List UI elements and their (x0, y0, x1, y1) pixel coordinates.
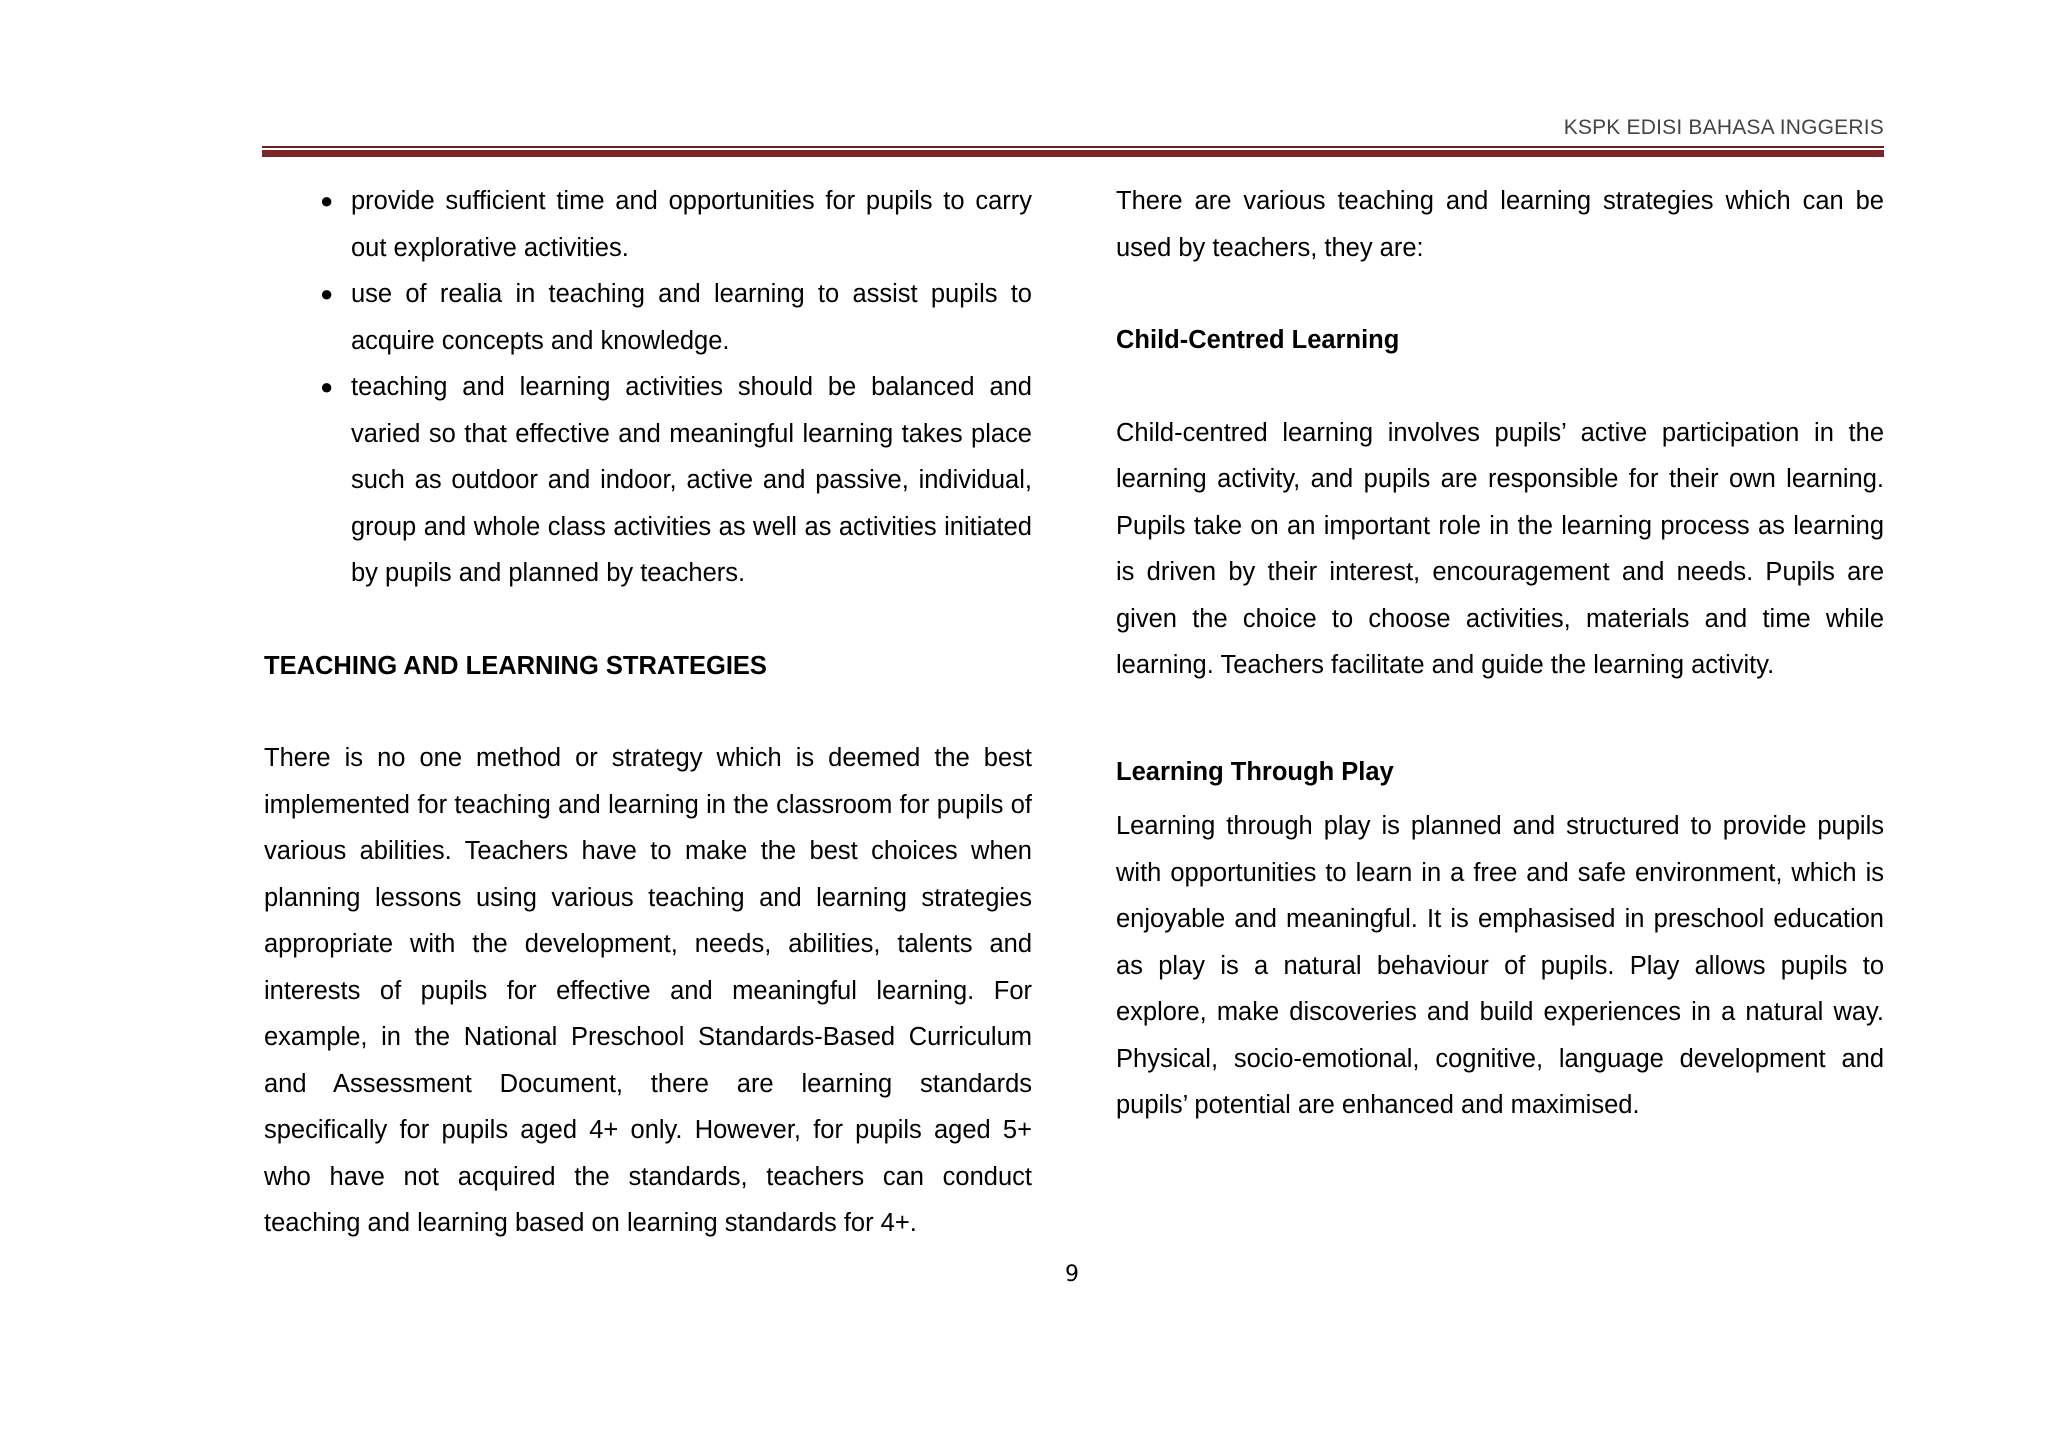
bullet-text: teaching and learning activities should be balanced and varied so that effective and meaningful learning takes place such as outdoor and indoor, active and passive, individual, group and whole class activities as well as activities initiated by pupils and planned by teachers. (351, 373, 1032, 587)
learning-through-play-heading: Learning Through Play (1116, 757, 1394, 786)
bullet-icon: ● (320, 188, 334, 213)
right-column (1116, 178, 1884, 1129)
learning-through-play-paragraph: Learning through play is planned and structured to provide pupils with opportunities to learn in a free and safe environment, which is enjoyable and meaningful. It is emphasised in preschool education as play is a natural behaviour of pupils. Play allows pupils to explore, make discoveries and build experiences in a natural way. Physical, socio-emotional, cognitive, language development and pupils’ potential are enhanced and maximised. (1116, 812, 1884, 1119)
bullet-icon: ● (320, 281, 334, 306)
header-rule-thick (262, 150, 1884, 157)
section-heading-teaching-strategies: TEACHING AND LEARNING STRATEGIES (264, 651, 767, 680)
child-centred-paragraph: Child-centred learning involves pupils’ active participation in the learning activity, and pupils are responsible for their own learning. Pupils take on an important role in the learning process as learning is driven by their interest, encouragement and needs. Pupils are given the choice to choose activities, materials and time while learning. Teachers facilitate and guide the learning activity. (1116, 418, 1884, 679)
left-column (264, 178, 1032, 1247)
list-item (320, 271, 1032, 364)
teaching-strategies-paragraph: There is no one method or strategy which is deemed the best implemented for teaching and learning in the classroom for pupils of various abilities. Teachers have to make the best choices when planning lessons using various teaching and learning strategies appropriate with the development, needs, abilities, talents and interests of pupils for effective and meaningful learning. For example, in the National Preschool Standards-Based Curriculum and Assessment Document, there are learning standards specifically for pupils aged 4+ only. However, for pupils aged 5+ who have not acquired the standards, teachers can conduct teaching and learning based on learning standards for 4+. (264, 744, 1032, 1237)
bullet-icon: ● (320, 374, 334, 399)
page-number: 9 (1065, 1262, 1079, 1287)
strategies-intro-paragraph: There are various teaching and learning strategies which can be used by teachers, they are: (1116, 187, 1884, 262)
child-centred-heading: Child-Centred Learning (1116, 326, 1400, 354)
list-item (320, 178, 1032, 271)
bullet-list (264, 178, 1032, 597)
header-rule-thin (262, 146, 1884, 148)
list-item (320, 364, 1032, 597)
page-header-title: KSPK EDISI BAHASA INGGERIS (1563, 116, 1884, 139)
bullet-text: provide sufficient time and opportunities for pupils to carry out explorative activities. (351, 187, 1032, 262)
bullet-text: use of realia in teaching and learning to assist pupils to acquire concepts and knowledge. (351, 280, 1032, 355)
